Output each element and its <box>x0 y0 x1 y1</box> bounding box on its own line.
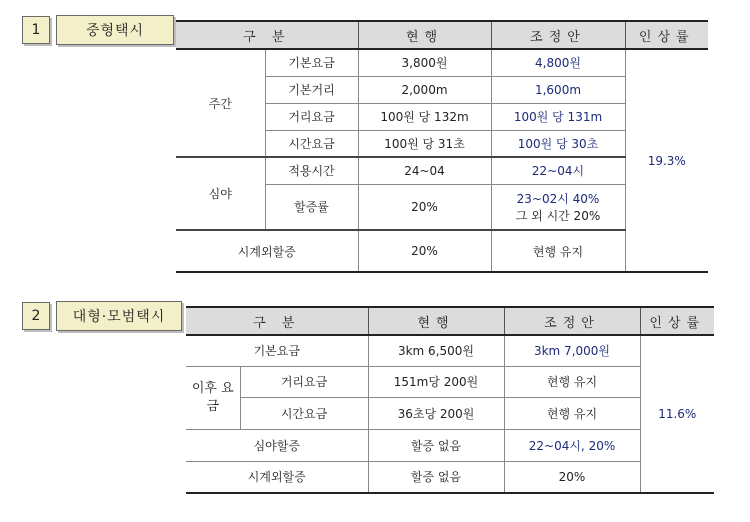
row-current: 3,800원 <box>358 49 491 76</box>
increase-rate: 11.6% <box>640 335 714 493</box>
header-current: 현행 <box>368 307 504 335</box>
time-proposed: 현행 유지 <box>504 397 640 429</box>
header-proposed: 조정안 <box>491 21 625 49</box>
time-current: 36초당 200원 <box>368 397 504 429</box>
after-fare-label <box>186 366 240 429</box>
daytime-label: 주간 <box>176 49 265 157</box>
outside-current: 할증 없음 <box>368 461 504 493</box>
row-current: 20% <box>358 184 491 230</box>
row-label: 거리요금 <box>265 103 358 130</box>
base-proposed: 3km 7,000원 <box>504 335 640 366</box>
distance-proposed: 현행 유지 <box>504 366 640 397</box>
row-label: 시간요금 <box>265 130 358 157</box>
row-label: 적용시간 <box>265 157 358 184</box>
night-label: 심야 <box>176 157 265 230</box>
row-current: 24~04 <box>358 157 491 184</box>
proposed-line1: 23~02시 40% <box>516 191 600 206</box>
header-increase: 인상률 <box>640 307 714 335</box>
row-proposed: 100원 당 131m <box>491 103 625 130</box>
base-fare-label: 기본요금 <box>186 335 368 366</box>
row-label: 기본거리 <box>265 76 358 103</box>
distance-current: 151m당 200원 <box>368 366 504 397</box>
header-category: 구 분 <box>176 21 358 49</box>
row-proposed: 22~04시 <box>491 157 625 184</box>
row-proposed <box>491 184 625 230</box>
row-label: 기본요금 <box>265 49 358 76</box>
row-current: 2,000m <box>358 76 491 103</box>
row-current: 100원 당 31초 <box>358 130 491 157</box>
header-category: 구 분 <box>186 307 368 335</box>
increase-rate: 19.3% <box>625 49 708 272</box>
after-label-line2: 금 <box>206 398 220 414</box>
section2-number: 2 <box>22 302 50 330</box>
proposed-line2: 그 외 시간 20% <box>515 208 601 223</box>
row-label: 할증률 <box>265 184 358 230</box>
time-label: 시간요금 <box>240 397 368 429</box>
row-current: 100원 당 132m <box>358 103 491 130</box>
night-current: 할증 없음 <box>368 429 504 461</box>
distance-label: 거리요금 <box>240 366 368 397</box>
row-proposed: 4,800원 <box>491 49 625 76</box>
night-proposed: 22~04시, 20% <box>504 429 640 461</box>
section1-number: 1 <box>22 16 50 44</box>
section2-title: 대형·모범택시 <box>56 301 182 331</box>
header-increase: 인상률 <box>625 21 708 49</box>
row-proposed: 1,600m <box>491 76 625 103</box>
section1-table <box>176 20 708 273</box>
row-proposed: 100원 당 30초 <box>491 130 625 157</box>
section1-title: 중형택시 <box>56 15 174 45</box>
section2-table <box>186 306 714 494</box>
outside-label: 시계외할증 <box>186 461 368 493</box>
after-label-line1: 이후 요 <box>191 380 234 396</box>
base-current: 3km 6,500원 <box>368 335 504 366</box>
header-current: 현행 <box>358 21 491 49</box>
outside-proposed: 현행 유지 <box>491 230 625 272</box>
night-surcharge-label: 심야할증 <box>186 429 368 461</box>
header-proposed: 조정안 <box>504 307 640 335</box>
outside-proposed: 20% <box>504 461 640 493</box>
outside-label: 시계외할증 <box>176 230 358 272</box>
outside-current: 20% <box>358 230 491 272</box>
